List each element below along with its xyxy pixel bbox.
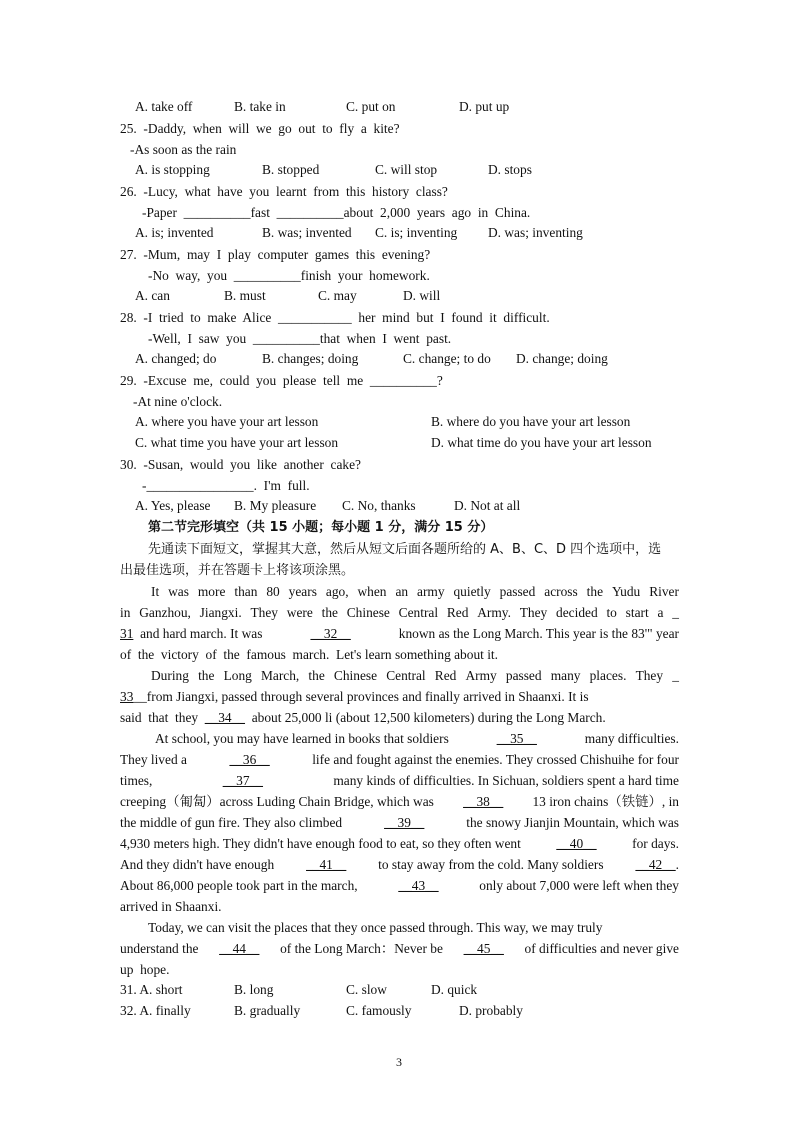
q25-option-a: A. is stopping xyxy=(135,162,210,177)
text-segment: 13 iron chains（铁链）, in xyxy=(532,794,679,809)
q30-option-b: B. My pleasure xyxy=(234,498,317,513)
q26-option-a: A. is; invented xyxy=(135,225,214,240)
passage-p3-line2 xyxy=(120,751,679,769)
word: army xyxy=(417,584,445,599)
q31-option-a: 31. A. short xyxy=(120,982,183,997)
word: in xyxy=(120,605,131,620)
passage-p3-line6 xyxy=(120,835,679,853)
q28-option-c: C. change; to do xyxy=(403,351,491,366)
word: the xyxy=(198,668,215,683)
text-segment: times, xyxy=(120,773,153,788)
blank-36: __36__ xyxy=(229,752,270,767)
text-segment: 4,930 meters high. They didn't have enough food to eat, so they often went xyxy=(120,836,521,851)
q28-option-d: D. change; doing xyxy=(516,351,608,366)
blank-44: __44__ xyxy=(219,941,260,956)
text-segment: about 25,000 li (about 12,500 kilometers) during the Long March. xyxy=(251,710,606,725)
q27-option-a: A. can xyxy=(135,288,170,303)
blank-40: __40__ xyxy=(556,836,597,851)
q24-option-d: D. put up xyxy=(459,99,510,114)
word: across xyxy=(544,584,578,599)
q24-option-c: C. put on xyxy=(346,99,396,114)
q30-option-a: A. Yes, please xyxy=(135,498,211,513)
word: the xyxy=(308,668,325,683)
word: Red xyxy=(434,668,457,683)
q25-question: 25. -Daddy, when will we go out to fly a kite? xyxy=(120,121,400,136)
q24-option-b: B. take in xyxy=(234,99,286,114)
q29-option-d: D. what time do you have your art lesson xyxy=(431,435,652,450)
text-segment: of difficulties and never give xyxy=(524,941,679,956)
text-segment: known as the Long March. This year is the 83'" year xyxy=(398,626,679,641)
word: was xyxy=(168,584,189,599)
word: Central xyxy=(386,668,426,683)
text-segment: said that they xyxy=(120,710,199,725)
blank-41: __41__ xyxy=(306,857,347,872)
q25-option-c: C. will stop xyxy=(375,162,438,177)
word: decided xyxy=(556,605,598,620)
blank-42: __42__ xyxy=(635,857,676,872)
word: Yudu xyxy=(611,584,641,599)
word: _ xyxy=(672,668,679,683)
q31-option-b: B. long xyxy=(234,982,274,997)
word: Army xyxy=(465,668,497,683)
q26-option-b: B. was; invented xyxy=(262,225,352,240)
word: Army. xyxy=(477,605,511,620)
word: March, xyxy=(260,668,300,683)
q24-option-a: A. take off xyxy=(135,99,193,114)
q30-question: 30. -Susan, would you like another cake? xyxy=(120,457,361,472)
q28-option-b: B. changes; doing xyxy=(262,351,359,366)
word: many xyxy=(550,668,581,683)
word: They xyxy=(250,605,278,620)
word: quietly xyxy=(453,584,491,599)
passage-p3-line9: arrived in Shaanxi. xyxy=(120,899,222,914)
q32-option-a: 32. A. finally xyxy=(120,1003,191,1018)
text-segment: . xyxy=(675,857,679,872)
text-segment: the snowy Jianjin Mountain, which was xyxy=(466,815,679,830)
section-instruction-line1: 先通读下面短文，掌握其大意，然后从短文后面各题所给的 A、B、C、D 四个选项中，选 xyxy=(148,542,662,557)
blank-37: __37__ xyxy=(222,773,263,788)
word: years xyxy=(288,584,317,599)
q30-option-d: D. Not at all xyxy=(454,498,521,513)
q29-option-c: C. what time you have your art lesson xyxy=(135,435,339,450)
word: more xyxy=(197,584,226,599)
q27-option-c: C. may xyxy=(318,288,357,303)
blank-45: __45__ xyxy=(463,941,504,956)
word: ago, xyxy=(325,584,349,599)
text-segment: of the Long March：Never be xyxy=(280,941,443,956)
blank-43: __43__ xyxy=(398,878,439,893)
q25-answer: -As soon as the rain xyxy=(130,142,237,157)
text-segment: life and fought against the enemies. They crossed Chishuihe for four xyxy=(312,752,679,767)
word: passed xyxy=(499,584,536,599)
text-segment: At school, you may have learned in books that soldiers xyxy=(155,731,449,746)
q25-option-d: D. stops xyxy=(488,162,532,177)
q25-option-b: B. stopped xyxy=(262,162,320,177)
blank-33: 33 xyxy=(120,689,134,704)
q26-option-d: D. was; inventing xyxy=(488,225,583,240)
blank-34: __34__ xyxy=(204,710,245,725)
q31-option-d: D. quick xyxy=(431,982,478,997)
text-segment: __from Jiangxi, passed through several provinces and finally arrived in Shaanxi. It is xyxy=(133,689,589,704)
word: Chinese xyxy=(346,605,390,620)
passage-p2-line3 xyxy=(120,709,606,727)
text-segment: to stay away from the cold. Many soldiers xyxy=(378,857,604,872)
page-number: 3 xyxy=(396,1055,402,1069)
text-segment: the middle of gun fire. They also climbed xyxy=(120,815,343,830)
passage-p3-line3 xyxy=(120,772,679,790)
q28-option-a: A. changed; do xyxy=(135,351,217,366)
q29-option-a: A. where you have your art lesson xyxy=(135,414,319,429)
blank-39: __39__ xyxy=(384,815,425,830)
word: River xyxy=(649,584,679,599)
blank-31: 31 xyxy=(120,626,134,641)
word: an xyxy=(395,584,409,599)
word: places. xyxy=(589,668,627,683)
text-segment: understand the xyxy=(120,941,199,956)
q29-option-b: B. where do you have your art lesson xyxy=(431,414,631,429)
text-segment: And they didn't have enough xyxy=(120,857,275,872)
q28-question: 28. -I tried to make Alice ___________ her mind but I found it difficult. xyxy=(120,310,550,325)
word: 80 xyxy=(266,584,280,599)
q29-answer: -At nine o'clock. xyxy=(133,394,223,409)
word: a xyxy=(657,605,664,620)
word: were xyxy=(286,605,313,620)
text-segment: creeping（匍匐）across Luding Chain Bridge, which was xyxy=(120,794,434,809)
word: Red xyxy=(446,605,469,620)
q30-option-c: C. No, thanks xyxy=(342,498,416,513)
q32-option-d: D. probably xyxy=(459,1003,523,1018)
passage-p3-line4 xyxy=(120,793,679,811)
text-segment: only about 7,000 were left when they xyxy=(479,878,679,893)
q28-answer: -Well, I saw you __________that when I went past. xyxy=(148,331,452,346)
q32-option-b: B. gradually xyxy=(234,1003,301,1018)
q32-option-c: C. famously xyxy=(346,1003,412,1018)
q27-answer: -No way, you __________finish your homework. xyxy=(148,268,430,283)
text-segment: many difficulties. xyxy=(584,731,679,746)
blank-32: __32__ xyxy=(310,626,351,641)
word: They xyxy=(635,668,664,683)
word: Central xyxy=(398,605,439,620)
word: the xyxy=(321,605,338,620)
word: _ xyxy=(672,605,679,620)
word: Jiangxi. xyxy=(199,605,242,620)
text-segment: They lived a xyxy=(120,752,187,767)
text-segment: and hard march. It was xyxy=(140,626,263,641)
q27-question: 27. -Mum, may I play computer games this evening? xyxy=(120,247,431,262)
q27-option-b: B. must xyxy=(224,288,266,303)
word: start xyxy=(625,605,649,620)
q29-question: 29. -Excuse me, could you please tell me __________? xyxy=(120,373,443,388)
passage-p2-line1 xyxy=(151,667,679,685)
passage-p4-line1: Today, we can visit the places that they once passed through. This way, we may truly xyxy=(148,920,603,935)
blank-38: __38__ xyxy=(463,794,504,809)
word: Long xyxy=(223,668,252,683)
blank-35: __35__ xyxy=(496,731,537,746)
passage-p4-line2 xyxy=(120,940,679,958)
q26-question: 26. -Lucy, what have you learnt from this history class? xyxy=(120,184,448,199)
passage-p1-line2 xyxy=(120,604,679,622)
passage-p4-line3: up hope. xyxy=(120,962,170,977)
passage-p3-line8 xyxy=(120,877,679,895)
q30-answer: -________________. I'm full. xyxy=(142,478,310,493)
word: passed xyxy=(505,668,542,683)
q26-answer: -Paper __________fast __________about 2,000 years ago in China. xyxy=(142,205,531,220)
section-heading: 第二节完形填空（共 15 小题；每小题 1 分，满分 15 分） xyxy=(148,520,494,535)
passage-p1-line1 xyxy=(151,583,679,601)
word: During xyxy=(151,668,189,683)
q27-option-d: D. will xyxy=(403,288,441,303)
word: It xyxy=(151,584,160,599)
passage-p3-line1 xyxy=(155,730,679,748)
text-segment: for days. xyxy=(632,836,679,851)
text-segment: many kinds of difficulties. In Sichuan, soldiers spent a hard time xyxy=(333,773,679,788)
word: to xyxy=(606,605,617,620)
q26-option-c: C. is; inventing xyxy=(375,225,458,240)
text-segment: About 86,000 people took part in the march, xyxy=(120,878,358,893)
passage-p2-line2 xyxy=(120,688,589,706)
passage-p1-line3 xyxy=(120,625,679,643)
word: the xyxy=(586,584,604,599)
word: than xyxy=(234,584,258,599)
passage-p1-line4: of the victory of the famous march. Let's learn something about it. xyxy=(120,647,498,662)
word: They xyxy=(519,605,548,620)
q31-option-c: C. slow xyxy=(346,982,387,997)
word: when xyxy=(357,584,387,599)
passage-p3-line5 xyxy=(120,814,679,832)
word: Chinese xyxy=(333,668,378,683)
section-instruction-line2: 出最佳选项，并在答题卡上将该项涂黑。 xyxy=(120,563,355,578)
word: Ganzhou, xyxy=(139,605,191,620)
passage-p3-line7 xyxy=(120,856,679,874)
